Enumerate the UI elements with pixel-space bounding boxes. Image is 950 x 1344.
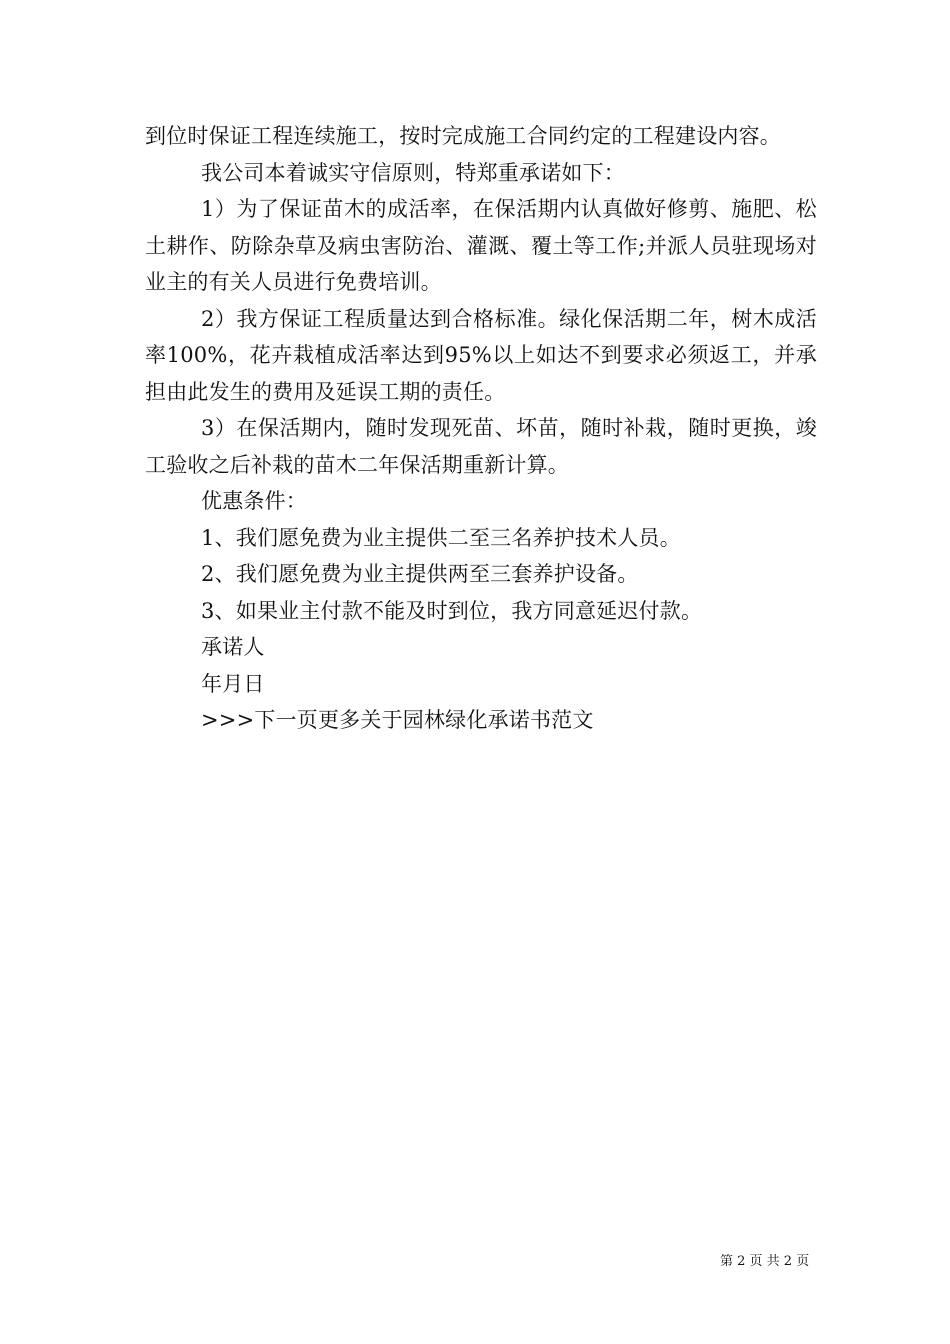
paragraph-commitment-intro: 我公司本着诚实守信原则，特郑重承诺如下： bbox=[201, 160, 625, 185]
paragraph-commitment-1: 1）为了保证苗木的成活率，在保活期内认真做好修剪、施肥、松土耕作、防除杂草及病虫害防治、灌溉、覆土等工作;并派人员驻现场对业主的有关人员进行免费培训。 bbox=[145, 197, 817, 294]
paragraph-benefit-1: 1、我们愿免费为业主提供二至三名养护技术人员。 bbox=[201, 525, 681, 550]
paragraph-next-page-link[interactable]: >>>下一页更多关于园林绿化承诺书范文 bbox=[201, 708, 594, 732]
page-number-footer: 第 2 页 共 2 页 bbox=[720, 1254, 810, 1269]
paragraph-commitment-3: 3）在保活期内，随时发现死苗、坏苗，随时补栽，随时更换，竣工验收之后补栽的苗木二年保活期重新计算。 bbox=[145, 416, 817, 477]
paragraph-commitment-2: 2）我方保证工程质量达到合格标准。绿化保活期二年，树木成活率100%，花卉栽植成活率达到95%以上如达不到要求必须返工，并承担由此发生的费用及延误工期的责任。 bbox=[145, 306, 817, 404]
paragraph-continuation: 到位时保证工程连续施工，按时完成施工合同约定的工程建设内容。 bbox=[145, 124, 781, 148]
document-body bbox=[145, 118, 817, 739]
paragraph-benefits-heading: 优惠条件： bbox=[201, 489, 307, 513]
paragraph-signatory: 承诺人 bbox=[201, 635, 265, 659]
paragraph-benefit-3: 3、如果业主付款不能及时到位，我方同意延迟付款。 bbox=[201, 598, 703, 623]
paragraph-benefit-2: 2、我们愿免费为业主提供两至三套养护设备。 bbox=[201, 562, 639, 586]
paragraph-date: 年月日 bbox=[201, 671, 265, 696]
